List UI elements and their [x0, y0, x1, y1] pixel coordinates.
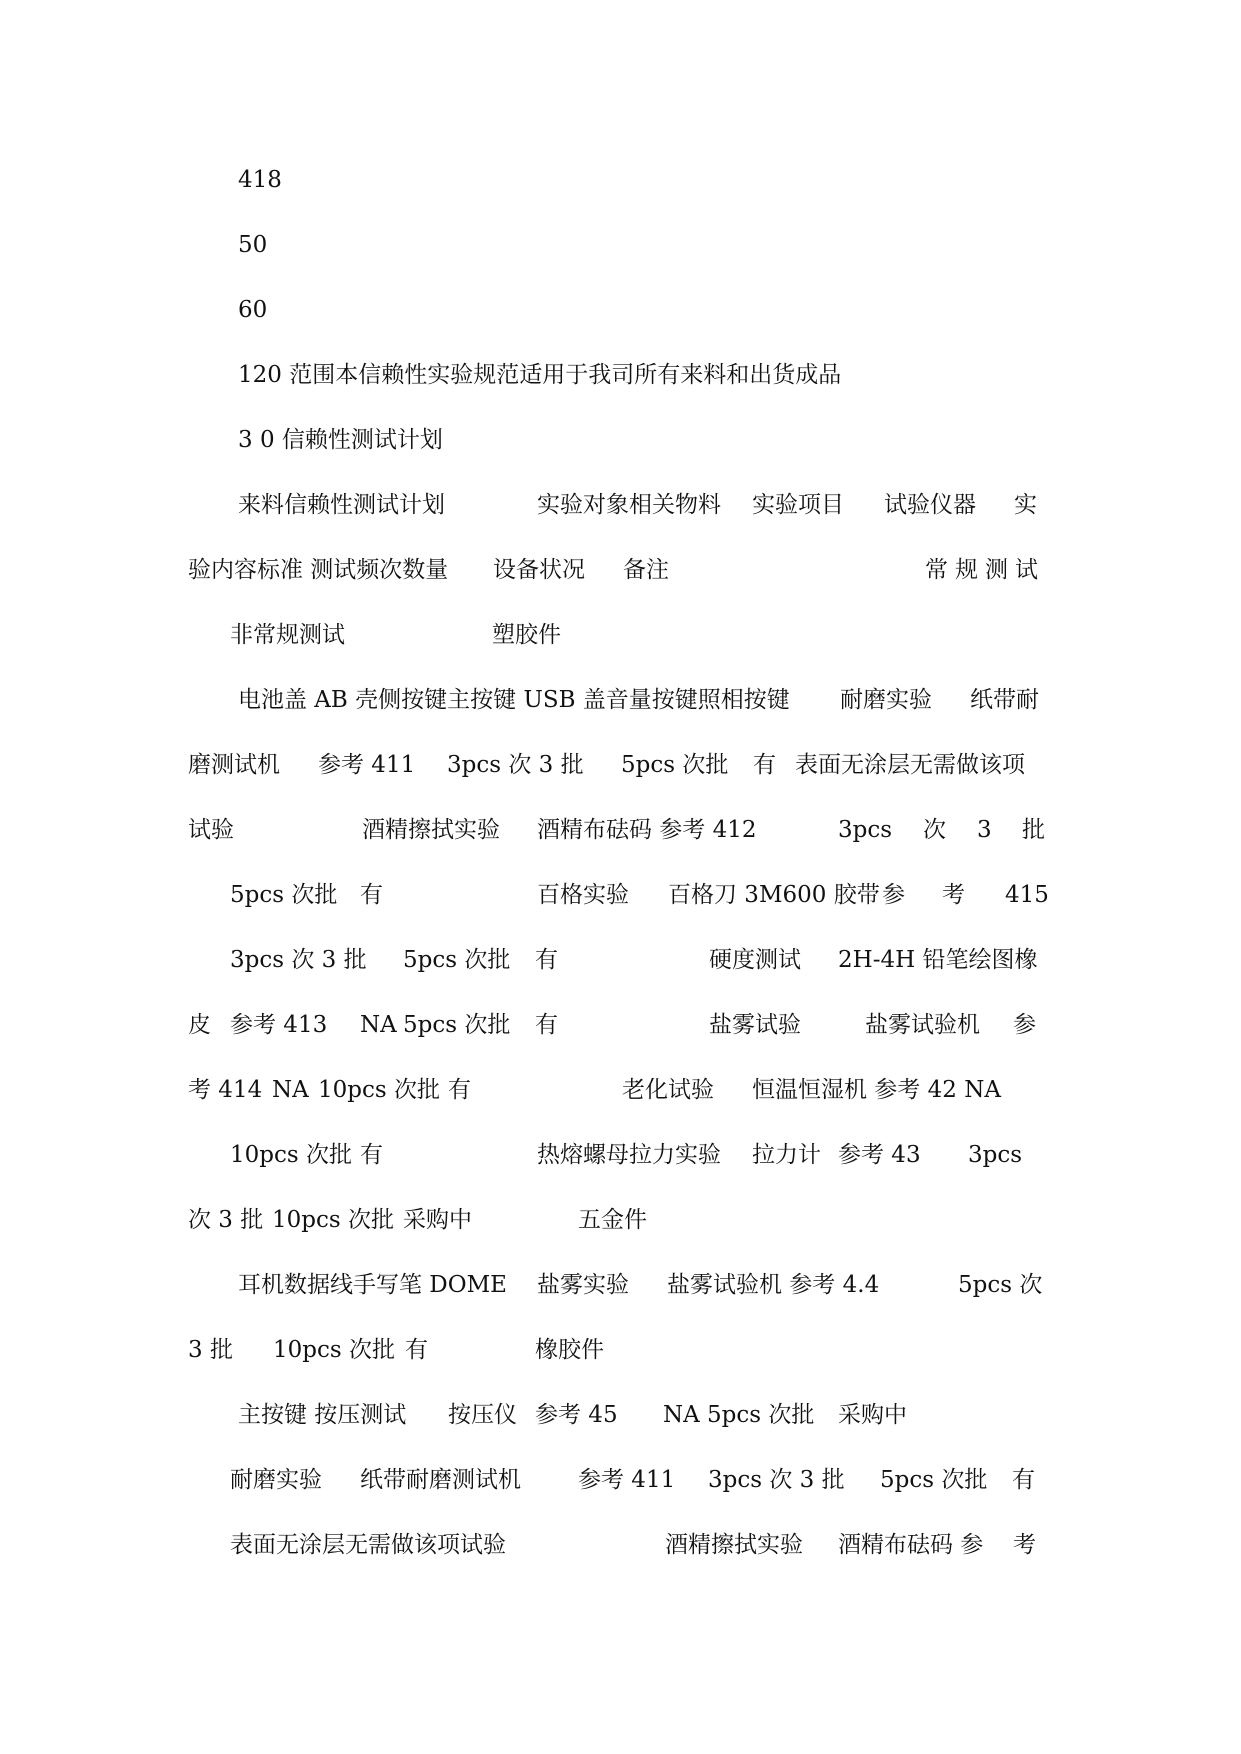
text-segment: 考	[942, 882, 965, 908]
text-segment: 实验项目	[752, 492, 844, 518]
text-segment: 采购中	[403, 1207, 472, 1233]
text-segment: 3 批	[188, 1337, 233, 1363]
text-line	[0, 1525, 1241, 1565]
text-segment: 120 范围本信赖性实验规范适用于我司所有来料和出货成品	[238, 362, 842, 388]
text-segment: 参	[882, 882, 905, 908]
text-segment: 非常规测试	[230, 622, 345, 648]
text-segment: 5pcs 次批	[621, 752, 729, 778]
text-segment: 参考 411	[578, 1467, 676, 1493]
text-segment: 纸带耐	[970, 687, 1039, 713]
text-segment: 实验对象相关物料	[537, 492, 721, 518]
text-segment: 418	[238, 167, 282, 193]
text-segment: 有	[405, 1337, 428, 1363]
text-segment: 酒精擦拭实验	[362, 817, 500, 843]
text-line	[0, 1200, 1241, 1240]
text-segment: 60	[238, 297, 268, 323]
text-segment: 热熔螺母拉力实验	[537, 1142, 721, 1168]
text-segment: 试验	[188, 817, 234, 843]
text-segment: 试	[1015, 557, 1038, 583]
text-line	[0, 290, 1241, 330]
text-segment: 10pcs 次批	[230, 1142, 352, 1168]
text-segment: 盐雾试验机 参考 4.4	[667, 1272, 880, 1298]
text-segment: 耐磨实验	[230, 1467, 322, 1493]
text-line	[0, 1395, 1241, 1435]
text-segment: 皮	[188, 1012, 211, 1038]
text-segment: 有	[1012, 1467, 1035, 1493]
text-segment: 5pcs 次	[958, 1272, 1043, 1298]
text-segment: 参考 413	[230, 1012, 328, 1038]
text-segment: 恒温恒湿机 参考 42 NA	[752, 1077, 1001, 1103]
text-segment: NA	[360, 1012, 397, 1038]
text-line	[0, 485, 1241, 525]
text-segment: 耳机数据线手写笔 DOME	[238, 1272, 507, 1298]
text-segment: 考	[1013, 1532, 1036, 1558]
text-segment: 参考 45	[535, 1402, 618, 1428]
text-segment: 测	[985, 557, 1008, 583]
text-segment: 酒精布砝码 参	[838, 1532, 984, 1558]
text-segment: 10pcs 次批	[273, 1337, 395, 1363]
text-segment: 3pcs 次 3 批	[708, 1467, 845, 1493]
text-segment: 硬度测试	[709, 947, 801, 973]
text-segment: 耐磨实验	[840, 687, 932, 713]
text-segment: 百格实验	[537, 882, 629, 908]
text-segment: 来料信赖性测试计划	[238, 492, 445, 518]
text-segment: 3pcs	[838, 817, 893, 843]
text-segment: 试验仪器	[884, 492, 976, 518]
text-segment: 参考 43	[838, 1142, 921, 1168]
text-segment: 有	[448, 1077, 471, 1103]
text-segment: 50	[238, 232, 268, 258]
text-segment: 考 414	[188, 1077, 263, 1103]
text-segment: 主按键 按压测试	[238, 1402, 407, 1428]
text-line	[0, 1265, 1241, 1305]
text-line	[0, 810, 1241, 850]
text-segment: 2H-4H 铅笔绘图橡	[838, 947, 1038, 973]
text-line	[0, 1070, 1241, 1110]
text-line	[0, 355, 1241, 395]
text-segment: 备注	[623, 557, 669, 583]
text-segment: 采购中	[838, 1402, 907, 1428]
text-line	[0, 875, 1241, 915]
text-line	[0, 680, 1241, 720]
text-segment: 次 3 批	[188, 1207, 264, 1233]
text-segment: 盐雾试验机	[865, 1012, 980, 1038]
text-segment: 盐雾实验	[537, 1272, 629, 1298]
text-segment: 批	[1022, 817, 1045, 843]
text-segment: 10pcs 次批	[318, 1077, 440, 1103]
text-segment: 塑胶件	[492, 622, 561, 648]
text-segment: 老化试验	[622, 1077, 714, 1103]
text-segment: 拉力计	[752, 1142, 821, 1168]
text-segment: 有	[360, 1142, 383, 1168]
text-segment: 3 0 信赖性测试计划	[238, 427, 443, 453]
text-segment: 有	[753, 752, 776, 778]
text-segment: 5pcs 次批	[403, 1012, 511, 1038]
text-line	[0, 225, 1241, 265]
text-segment: 五金件	[578, 1207, 647, 1233]
text-line	[0, 550, 1241, 590]
text-line	[0, 160, 1241, 200]
text-line	[0, 420, 1241, 460]
text-segment: 有	[360, 882, 383, 908]
text-segment: 5pcs 次批	[403, 947, 511, 973]
text-segment: 设备状况	[493, 557, 585, 583]
text-segment: 电池盖 AB 壳侧按键主按键 USB 盖音量按键照相按键	[238, 687, 790, 713]
text-segment: 酒精擦拭实验	[665, 1532, 803, 1558]
text-segment: 规	[955, 557, 978, 583]
text-line	[0, 615, 1241, 655]
text-segment: 3	[977, 817, 992, 843]
text-segment: 5pcs 次批	[707, 1402, 815, 1428]
text-segment: 磨测试机	[188, 752, 280, 778]
text-line	[0, 1005, 1241, 1045]
text-segment: 橡胶件	[535, 1337, 604, 1363]
text-segment: 实	[1014, 492, 1037, 518]
text-segment: 有	[535, 947, 558, 973]
text-line	[0, 940, 1241, 980]
text-segment: 10pcs 次批	[272, 1207, 394, 1233]
text-segment: 验内容标准 测试频次数量	[188, 557, 449, 583]
text-segment: 表面无涂层无需做该项试验	[230, 1532, 506, 1558]
text-line	[0, 1135, 1241, 1175]
text-segment: 表面无涂层无需做该项	[795, 752, 1025, 778]
text-segment: 5pcs 次批	[230, 882, 338, 908]
text-segment: 415	[1005, 882, 1049, 908]
text-segment: 纸带耐磨测试机	[360, 1467, 521, 1493]
text-segment: 有	[535, 1012, 558, 1038]
text-segment: NA	[272, 1077, 309, 1103]
text-segment: 常	[925, 557, 948, 583]
text-segment: 参考 411	[318, 752, 416, 778]
text-segment: 3pcs 次 3 批	[447, 752, 584, 778]
text-segment: 酒精布砝码 参考 412	[537, 817, 757, 843]
text-line	[0, 1460, 1241, 1500]
text-line	[0, 745, 1241, 785]
text-segment: 盐雾试验	[709, 1012, 801, 1038]
text-segment: 按压仪	[448, 1402, 517, 1428]
text-segment: 次	[923, 817, 946, 843]
text-segment: 3pcs 次 3 批	[230, 947, 367, 973]
text-line	[0, 1330, 1241, 1370]
text-segment: 参	[1013, 1012, 1036, 1038]
text-segment: 5pcs 次批	[880, 1467, 988, 1493]
text-segment: NA	[663, 1402, 700, 1428]
text-segment: 3pcs	[968, 1142, 1023, 1168]
text-segment: 百格刀 3M600 胶带	[668, 882, 880, 908]
